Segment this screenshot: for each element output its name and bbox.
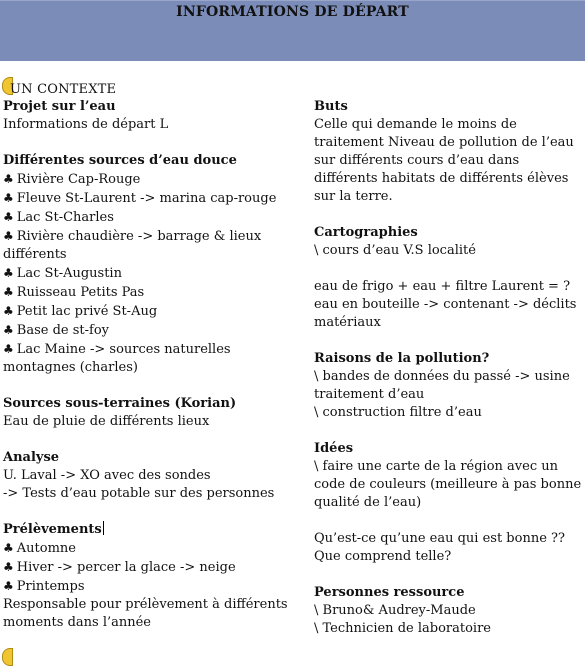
section-analyse xyxy=(3,449,303,503)
section-pollution xyxy=(314,350,584,422)
text-line: \ Bruno& Audrey-Maude xyxy=(314,603,476,618)
text-line: \ bandes de données du passé -> usine traitement d’eau xyxy=(314,369,570,402)
club-icon: ♣ xyxy=(3,304,14,318)
spacer xyxy=(314,422,584,440)
list-item: ♣ Base de st-foy xyxy=(3,323,109,338)
club-icon: ♣ xyxy=(3,266,14,280)
club-icon: ♣ xyxy=(3,285,14,299)
section-projet xyxy=(3,98,303,134)
section-heading: Cartographies xyxy=(314,225,418,240)
tab-marker-bottom[interactable] xyxy=(2,648,13,666)
club-icon: ♣ xyxy=(3,541,14,555)
list-item: ♣ Rivière Cap-Rouge xyxy=(3,172,141,187)
text-line: \ construction filtre d’eau xyxy=(314,405,482,420)
club-icon: ♣ xyxy=(3,210,14,224)
section-heading: Prélèvements xyxy=(3,522,102,537)
section-prelevements xyxy=(3,521,303,632)
section-souterraines xyxy=(3,395,303,431)
list-item: ♣ Lac Maine -> sources naturelles montagnes (charles) xyxy=(3,342,231,375)
text-line: Informations de départ L xyxy=(3,117,169,132)
text-line: \ Technicien de laboratoire xyxy=(314,621,491,636)
text-line: eau de frigo + eau + filtre Laurent = ? xyxy=(314,279,571,294)
section-cartographies xyxy=(314,224,584,260)
text-line: \ cours d’eau V.S localité xyxy=(314,243,476,258)
club-icon: ♣ xyxy=(3,229,14,243)
title-banner xyxy=(0,0,585,61)
section-question xyxy=(314,530,584,566)
text-line: Que comprend telle? xyxy=(314,549,452,564)
club-icon: ♣ xyxy=(3,560,14,574)
section-heading: Personnes ressource xyxy=(314,585,465,600)
text-line: U. Laval -> XO avec des sondes xyxy=(3,468,211,483)
club-icon: ♣ xyxy=(3,191,14,205)
text-line: -> Tests d’eau potable sur des personnes xyxy=(3,486,275,501)
list-item: ♣ Rivière chaudière -> barrage & lieux différents xyxy=(3,229,262,262)
text-line: Celle qui demande le moins de traitement Niveau de pollution de l’eau sur différents cours d’eau dans différents habitats de différents élèves sur la terre. xyxy=(314,117,574,204)
section-heading: Buts xyxy=(314,99,348,114)
text-cursor xyxy=(103,521,104,535)
club-icon: ♣ xyxy=(3,342,14,356)
section-heading: Projet sur l’eau xyxy=(3,99,116,114)
list-item: ♣ Lac St-Augustin xyxy=(3,266,122,281)
list-item: ♣ Automne xyxy=(3,541,76,556)
left-column xyxy=(3,98,303,632)
list-item: ♣ Hiver -> percer la glace -> neige xyxy=(3,560,236,575)
section-frigo xyxy=(314,278,584,332)
list-item: ♣ Printemps xyxy=(3,579,85,594)
section-idees xyxy=(314,440,584,512)
text-line: Eau de pluie de différents lieux xyxy=(3,414,210,429)
list-item: ♣ Lac St-Charles xyxy=(3,210,114,225)
section-heading: Idées xyxy=(314,441,354,456)
section-buts xyxy=(314,98,584,206)
context-label: UN CONTEXTE xyxy=(10,82,117,97)
text-line: \ faire une carte de la région avec un code de couleurs (meilleure à pas bonne qualité de l’eau) xyxy=(314,459,582,510)
section-heading: Analyse xyxy=(3,450,60,465)
section-heading: Raisons de la pollution? xyxy=(314,351,490,366)
club-icon: ♣ xyxy=(3,172,14,186)
section-heading: Différentes sources d’eau douce xyxy=(3,153,237,168)
list-item: ♣ Ruisseau Petits Pas xyxy=(3,285,145,300)
club-icon: ♣ xyxy=(3,579,14,593)
club-icon: ♣ xyxy=(3,323,14,337)
list-item: ♣ Fleuve St-Laurent -> marina cap-rouge xyxy=(3,191,277,206)
page-title: INFORMATIONS DE DÉPART xyxy=(176,4,409,20)
section-heading: Sources sous-terraines (Korian) xyxy=(3,396,237,411)
text-line: Qu’est-ce qu’une eau qui est bonne ?? xyxy=(314,531,565,546)
text-line: eau en bouteille -> contenant -> déclits matériaux xyxy=(314,297,577,330)
section-personnes xyxy=(314,584,584,638)
right-column xyxy=(314,98,584,638)
list-item: ♣ Petit lac privé St-Aug xyxy=(3,304,158,319)
section-sources xyxy=(3,152,303,377)
text-line: Responsable pour prélèvement à différents moments dans l’année xyxy=(3,597,288,630)
